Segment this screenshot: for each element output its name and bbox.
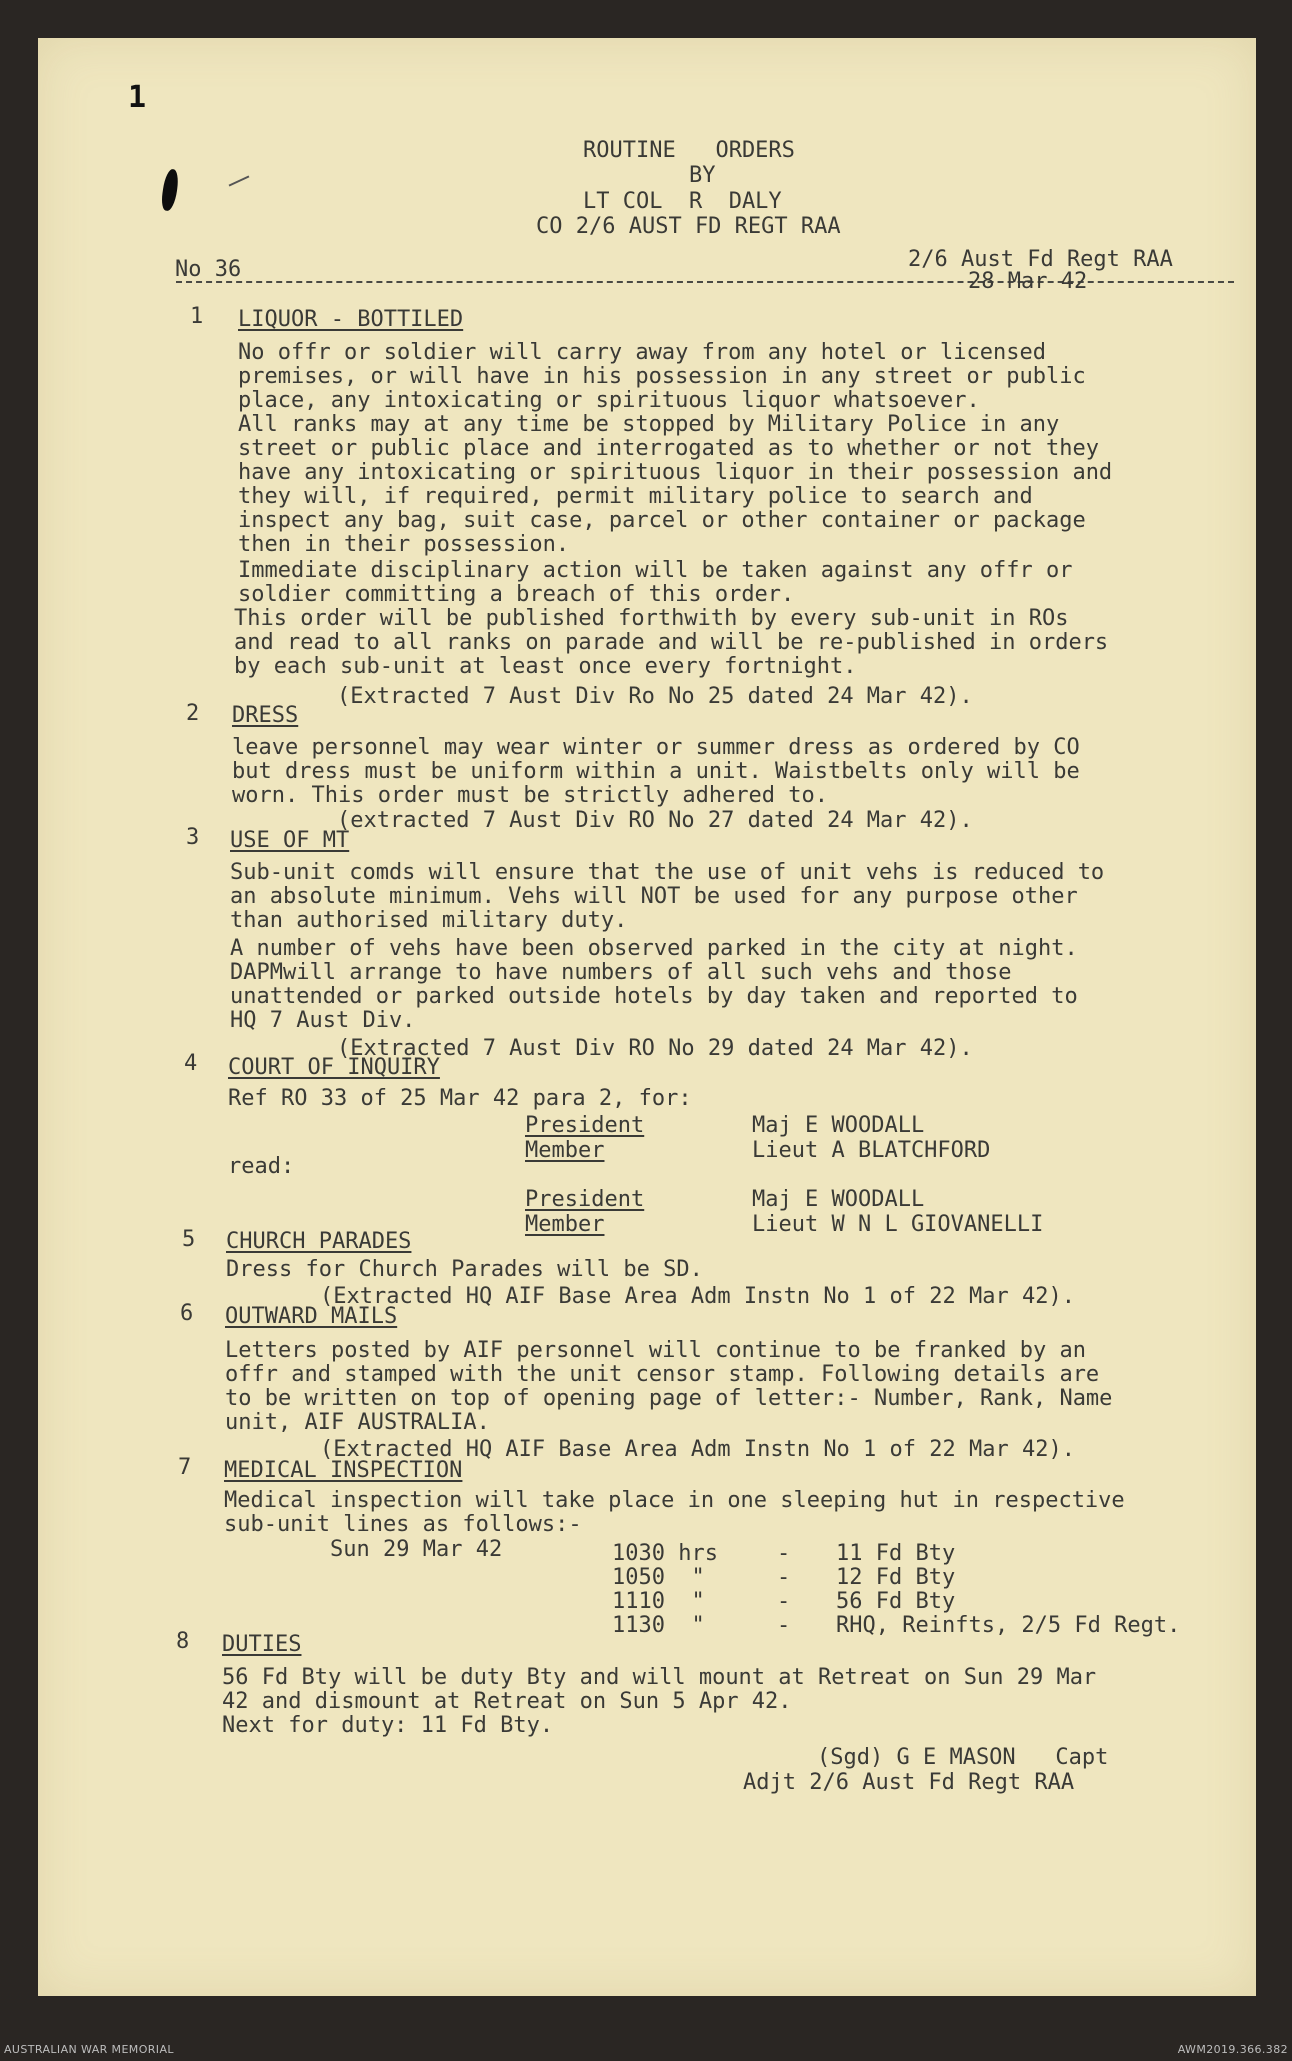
order-4-number: 4: [184, 1051, 198, 1076]
order-4-intro: Ref RO 33 of 25 Mar 42 para 2, for:: [228, 1086, 692, 1111]
president-label: President: [525, 1113, 645, 1138]
order-5-line: Dress for Church Parades will be SD.: [226, 1257, 703, 1282]
order-7-line: sub-unit lines as follows:-: [224, 1512, 582, 1537]
order-date: 28 Mar 42: [968, 269, 1088, 294]
order-6-line: offr and stamped with the unit censor stamp. Following details are: [225, 1362, 1100, 1387]
schedule-time: 1050 ": [612, 1565, 705, 1590]
order-6-number: 6: [180, 1301, 194, 1326]
schedule-unit: 11 Fd Bty: [836, 1541, 956, 1566]
header-unit-line: CO 2/6 AUST FD REGT RAA: [536, 214, 841, 239]
order-6-heading: OUTWARD MAILS: [225, 1304, 398, 1329]
new-president-name: Maj E WOODALL: [752, 1187, 925, 1212]
order-6-line: unit, AIF AUSTRALIA.: [225, 1410, 490, 1435]
order-1-reference: (Extracted 7 Aust Div Ro No 25 dated 24 Mar 42).: [337, 684, 973, 709]
new-member-name: Lieut W N L GIOVANELLI: [752, 1212, 1044, 1237]
order-1-line: place, any intoxicating or spirituous liquor whatsoever.: [238, 388, 980, 413]
order-3-line: Sub-unit comds will ensure that the use of unit vehs is reduced to: [230, 860, 1105, 885]
schedule-dash: -: [777, 1613, 791, 1638]
order-1-line: premises, or will have in his possession in any street or public: [238, 364, 1086, 389]
order-1-line: they will, if required, permit military police to search and: [238, 484, 1033, 509]
old-member-name: Lieut A BLATCHFORD: [752, 1138, 991, 1163]
schedule-unit: RHQ, Reinfts, 2/5 Fd Regt.: [836, 1613, 1181, 1638]
order-5-heading: CHURCH PARADES: [226, 1229, 412, 1254]
order-6-line: to be written on top of opening page of letter:- Number, Rank, Name: [225, 1386, 1113, 1411]
order-1-line: All ranks may at any time be stopped by Military Police in any: [238, 412, 1060, 437]
schedule-time: 1030 hrs: [612, 1541, 718, 1566]
order-2-line: worn. This order must be strictly adhered to.: [232, 783, 829, 808]
order-1-line: inspect any bag, suit case, parcel or other container or package: [238, 508, 1086, 533]
order-1-line: and read to all ranks on parade and will be re-published in orders: [234, 630, 1109, 655]
order-2-line: leave personnel may wear winter or summer dress as ordered by CO: [232, 735, 1080, 760]
order-1-line: have any intoxicating or spirituous liquor in their possession and: [238, 460, 1113, 485]
order-1-line: This order will be published forthwith by every sub-unit in ROs: [234, 606, 1069, 631]
header-by: BY: [689, 163, 716, 188]
page-number-mark: 1: [128, 80, 147, 115]
order-2-line: but dress must be uniform within a unit. Waistbelts only will be: [232, 759, 1080, 784]
signature-title: Adjt 2/6 Aust Fd Regt RAA: [743, 1770, 1075, 1795]
order-1-line: by each sub-unit at least once every fortnight.: [234, 654, 857, 679]
order-1-line: No offr or soldier will carry away from any hotel or licensed: [238, 340, 1046, 365]
order-5-reference: (Extracted HQ AIF Base Area Adm Instn No 1 of 22 Mar 42).: [320, 1284, 1075, 1309]
order-3-line: unattended or parked outside hotels by day taken and reported to: [230, 984, 1078, 1009]
order-8-heading: DUTIES: [222, 1632, 302, 1657]
order-2-heading: DRESS: [232, 703, 299, 728]
order-8-line: 42 and dismount at Retreat on Sun 5 Apr 42.: [222, 1689, 792, 1714]
signature-line: (Sgd) G E MASON Capt: [817, 1745, 1109, 1770]
order-7-heading: MEDICAL INSPECTION: [224, 1458, 463, 1483]
order-1-line: soldier committing a breach of this order.: [238, 582, 795, 607]
schedule-dash: -: [777, 1541, 791, 1566]
order-2-reference: (extracted 7 Aust Div RO No 27 dated 24 Mar 42).: [337, 808, 973, 833]
member-label: Member: [525, 1212, 605, 1237]
order-5-number: 5: [182, 1227, 196, 1252]
footer-accession-number: AWM2019.366.382: [1177, 2043, 1288, 2056]
order-4-heading: COURT OF INQUIRY: [228, 1055, 440, 1080]
order-3-line: HQ 7 Aust Div.: [230, 1008, 416, 1033]
schedule-dash: -: [777, 1589, 791, 1614]
order-3-reference: (Extracted 7 Aust Div RO No 29 dated 24 Mar 42).: [337, 1036, 973, 1061]
order-3-heading: USE OF MT: [230, 828, 350, 853]
president-label: President: [525, 1187, 645, 1212]
member-label: Member: [525, 1138, 605, 1163]
header-commander: LT COL R DALY: [583, 189, 782, 214]
order-number: No 36: [175, 257, 242, 282]
order-3-line: DAPMwill arrange to have numbers of all such vehs and those: [230, 960, 1012, 985]
order-3-line: an absolute minimum. Vehs will NOT be used for any purpose other: [230, 884, 1078, 909]
order-3-line: A number of vehs have been observed parked in the city at night.: [230, 936, 1078, 961]
order-1-line: then in their possession.: [238, 532, 570, 557]
order-8-number: 8: [176, 1629, 190, 1654]
header-title: ROUTINE ORDERS: [583, 138, 795, 163]
order-8-line: 56 Fd Bty will be duty Bty and will mount at Retreat on Sun 29 Mar: [222, 1665, 1097, 1690]
order-1-line: street or public place and interrogated as to whether or not they: [238, 436, 1099, 461]
order-3-line: than authorised military duty.: [230, 908, 628, 933]
order-4-read: read:: [228, 1154, 295, 1179]
schedule-time: 1110 ": [612, 1589, 705, 1614]
schedule-time: 1130 ": [612, 1613, 705, 1638]
order-1-number: 1: [190, 304, 204, 329]
inspection-day: Sun 29 Mar 42: [330, 1537, 503, 1562]
schedule-unit: 56 Fd Bty: [836, 1589, 956, 1614]
issuing-unit: 2/6 Aust Fd Regt RAA: [908, 247, 1173, 272]
schedule-dash: -: [777, 1565, 791, 1590]
order-2-number: 2: [186, 701, 200, 726]
order-3-number: 3: [186, 825, 200, 850]
order-8-line: Next for duty: 11 Fd Bty.: [222, 1713, 554, 1738]
footer-archive-name: AUSTRALIAN WAR MEMORIAL: [4, 2043, 174, 2056]
old-president-name: Maj E WOODALL: [752, 1113, 925, 1138]
order-6-line: Letters posted by AIF personnel will continue to be franked by an: [225, 1338, 1086, 1363]
order-7-line: Medical inspection will take place in one sleeping hut in respective: [224, 1488, 1125, 1513]
order-1-line: Immediate disciplinary action will be taken against any offr or: [238, 558, 1073, 583]
schedule-unit: 12 Fd Bty: [836, 1565, 956, 1590]
order-1-heading: LIQUOR - BOTTILED: [238, 307, 464, 332]
order-7-number: 7: [178, 1455, 192, 1480]
order-6-reference: (Extracted HQ AIF Base Area Adm Instn No 1 of 22 Mar 42).: [320, 1437, 1075, 1462]
